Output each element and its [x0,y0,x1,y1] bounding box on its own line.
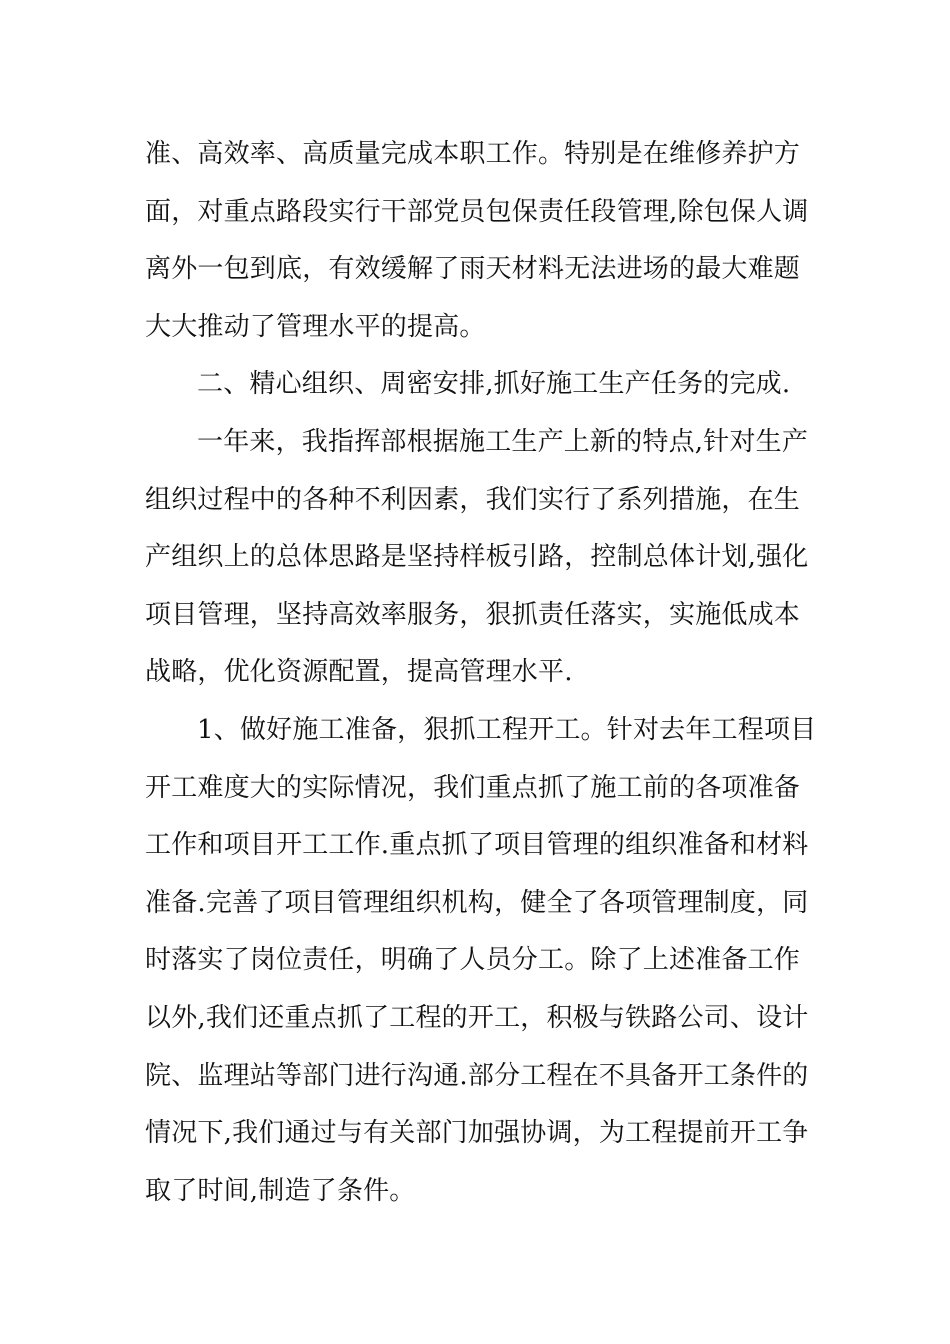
text-line-8: 产组织上的总体思路是坚持样板引路，控制总体计划,强化 [145,542,809,573]
text-line-13: 工作和项目开工工作.重点抓了项目管理的组织准备和材料 [145,830,809,861]
text-line-17: 院、监理站等部门进行沟通.部分工程在不具备开工条件的 [145,1060,809,1091]
text-line-12: 开工难度大的实际情况，我们重点抓了施工前的各项准备 [145,772,801,803]
text-line-16: 以外,我们还重点抓了工程的开工，积极与铁路公司、设计 [145,1002,809,1033]
text-line-11: 1、做好施工准备，狠抓工程开工。针对去年工程项目 [197,714,817,745]
text-line-1: 准、高效率、高质量完成本职工作。特别是在维修养护方 [145,139,801,169]
text-line-3: 离外一包到底，有效缓解了雨天材料无法进场的最大难题 [145,254,801,285]
text-line-15: 时落实了岗位责任，明确了人员分工。除了上述准备工作 [145,945,801,976]
text-line-6: 一年来，我指挥部根据施工生产上新的特点,针对生产 [197,426,809,457]
text-line-2: 面，对重点路段实行干部党员包保责任段管理,除包保人调 [145,196,809,227]
text-line-9: 项目管理，坚持高效率服务，狠抓责任落实，实施低成本 [145,599,801,630]
text-line-19: 取了时间,制造了条件。 [145,1175,416,1206]
text-line-10: 战略，优化资源配置，提高管理水平. [145,657,573,688]
text-line-18: 情况下,我们通过与有关部门加强协调，为工程提前开工争 [145,1118,809,1149]
text-line-7: 组织过程中的各种不利因素，我们实行了系列措施，在生 [145,484,801,515]
text-line-4: 大大推动了管理水平的提高。 [145,311,486,342]
text-line-14: 准备.完善了项目管理组织机构，健全了各项管理制度，同 [145,887,809,918]
document-body [145,126,817,1220]
section-heading: 二、精心组织、周密安排,抓好施工生产任务的完成. [197,369,791,400]
